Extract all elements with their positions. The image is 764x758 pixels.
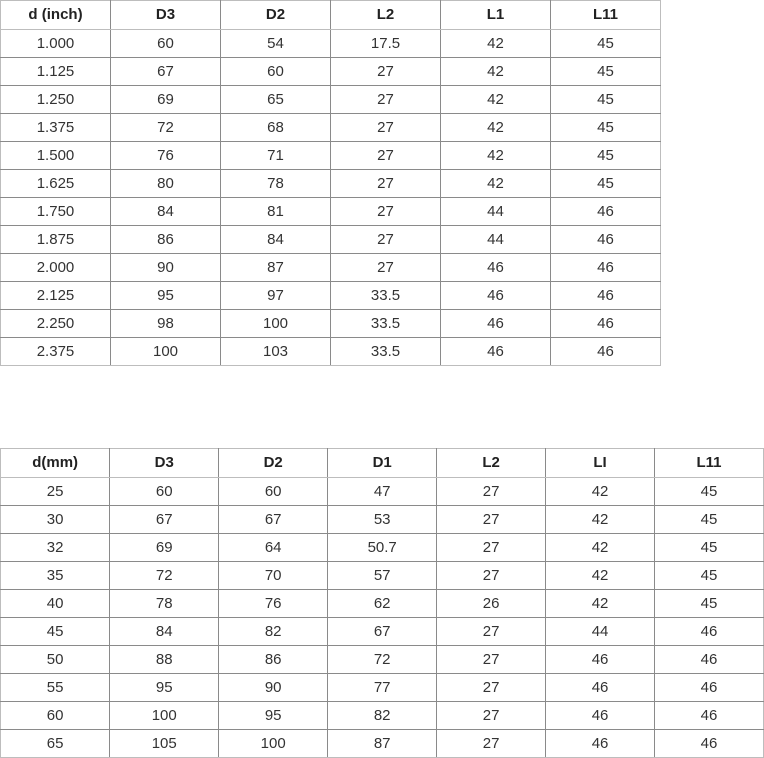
- table-cell: 42: [441, 170, 551, 198]
- table-cell: 100: [221, 310, 331, 338]
- table-cell: 53: [328, 506, 437, 534]
- table-cell: 27: [331, 58, 441, 86]
- table-cell: 45: [551, 30, 661, 58]
- table-row: [1, 30, 661, 58]
- table-row: [1, 170, 661, 198]
- table-cell: 45: [1, 618, 110, 646]
- table-cell: 65: [221, 86, 331, 114]
- table-cell: 46: [441, 310, 551, 338]
- table-cell: 27: [437, 478, 546, 506]
- table-cell: 42: [546, 562, 655, 590]
- table-row: [1, 86, 661, 114]
- table-cell: 1.000: [1, 30, 111, 58]
- column-header: L11: [551, 1, 661, 30]
- table-cell: 27: [437, 646, 546, 674]
- table-cell: 2.375: [1, 338, 111, 366]
- table-cell: 100: [111, 338, 221, 366]
- table-row: [1, 142, 661, 170]
- table-body: [1, 30, 661, 366]
- table-cell: 76: [219, 590, 328, 618]
- table-cell: 69: [111, 86, 221, 114]
- table-cell: 46: [551, 254, 661, 282]
- table-cell: 42: [441, 58, 551, 86]
- table-cell: 1.625: [1, 170, 111, 198]
- column-header: d (inch): [1, 1, 111, 30]
- table-cell: 45: [654, 534, 763, 562]
- table-cell: 27: [331, 170, 441, 198]
- table-row: [1, 226, 661, 254]
- table-cell: 1.125: [1, 58, 111, 86]
- table-row: [1, 114, 661, 142]
- table-cell: 87: [221, 254, 331, 282]
- table-cell: 82: [328, 702, 437, 730]
- table-cell: 72: [111, 114, 221, 142]
- table-cell: 2.250: [1, 310, 111, 338]
- table-cell: 50.7: [328, 534, 437, 562]
- table-cell: 46: [546, 730, 655, 758]
- table-cell: 46: [551, 282, 661, 310]
- table-cell: 42: [546, 478, 655, 506]
- table-cell: 60: [1, 702, 110, 730]
- table-row: [1, 702, 764, 730]
- table-cell: 67: [219, 506, 328, 534]
- table-cell: 88: [110, 646, 219, 674]
- table-cell: 46: [441, 282, 551, 310]
- table-cell: 1.875: [1, 226, 111, 254]
- table-cell: 95: [219, 702, 328, 730]
- table-row: [1, 534, 764, 562]
- table-row: [1, 646, 764, 674]
- table-row: [1, 478, 764, 506]
- table-cell: 72: [328, 646, 437, 674]
- table-cell: 90: [219, 674, 328, 702]
- table-cell: 32: [1, 534, 110, 562]
- table-cell: 42: [546, 590, 655, 618]
- table-cell: 27: [437, 562, 546, 590]
- table-cell: 100: [110, 702, 219, 730]
- column-header: d(mm): [1, 449, 110, 478]
- table-cell: 82: [219, 618, 328, 646]
- table-cell: 25: [1, 478, 110, 506]
- column-header: D2: [221, 1, 331, 30]
- column-header: D1: [328, 449, 437, 478]
- table-cell: 97: [221, 282, 331, 310]
- column-header: L2: [437, 449, 546, 478]
- column-header: D3: [111, 1, 221, 30]
- table-cell: 86: [219, 646, 328, 674]
- table-cell: 77: [328, 674, 437, 702]
- table-cell: 1.750: [1, 198, 111, 226]
- table-cell: 45: [551, 142, 661, 170]
- table-cell: 45: [654, 590, 763, 618]
- column-header: L2: [331, 1, 441, 30]
- table-cell: 42: [441, 30, 551, 58]
- table-cell: 62: [328, 590, 437, 618]
- table-cell: 42: [546, 534, 655, 562]
- table-cell: 1.375: [1, 114, 111, 142]
- table-cell: 78: [110, 590, 219, 618]
- table-cell: 27: [331, 142, 441, 170]
- table-cell: 46: [551, 338, 661, 366]
- table-cell: 27: [331, 198, 441, 226]
- table-cell: 81: [221, 198, 331, 226]
- table-cell: 69: [110, 534, 219, 562]
- table-cell: 46: [654, 674, 763, 702]
- table-cell: 60: [111, 30, 221, 58]
- table-cell: 60: [219, 478, 328, 506]
- table-cell: 46: [546, 674, 655, 702]
- column-header: L1: [441, 1, 551, 30]
- table-cell: 60: [110, 478, 219, 506]
- table-cell: 46: [441, 338, 551, 366]
- table-cell: 27: [437, 702, 546, 730]
- table-cell: 44: [441, 226, 551, 254]
- table-cell: 46: [551, 226, 661, 254]
- column-header: D2: [219, 449, 328, 478]
- table-row: [1, 618, 764, 646]
- table-cell: 45: [654, 562, 763, 590]
- table-cell: 105: [110, 730, 219, 758]
- table-cell: 27: [437, 506, 546, 534]
- table-cell: 50: [1, 646, 110, 674]
- table-cell: 64: [219, 534, 328, 562]
- table-cell: 103: [221, 338, 331, 366]
- table-cell: 55: [1, 674, 110, 702]
- table-cell: 42: [441, 142, 551, 170]
- table-cell: 46: [441, 254, 551, 282]
- table-header-row: [1, 449, 764, 478]
- table-cell: 71: [221, 142, 331, 170]
- table-cell: 84: [221, 226, 331, 254]
- table-cell: 35: [1, 562, 110, 590]
- table-cell: 84: [110, 618, 219, 646]
- table-cell: 40: [1, 590, 110, 618]
- table-body: [1, 478, 764, 758]
- table-cell: 27: [437, 730, 546, 758]
- table-cell: 27: [331, 86, 441, 114]
- table-cell: 46: [546, 646, 655, 674]
- table-cell: 27: [437, 674, 546, 702]
- table-cell: 46: [551, 198, 661, 226]
- table-cell: 67: [110, 506, 219, 534]
- table-cell: 76: [111, 142, 221, 170]
- table-cell: 46: [551, 310, 661, 338]
- table-cell: 46: [654, 730, 763, 758]
- table-cell: 46: [654, 646, 763, 674]
- table-cell: 17.5: [331, 30, 441, 58]
- table-cell: 60: [221, 58, 331, 86]
- table-cell: 46: [546, 702, 655, 730]
- table-cell: 27: [331, 254, 441, 282]
- table-cell: 67: [328, 618, 437, 646]
- table-cell: 90: [111, 254, 221, 282]
- table-row: [1, 254, 661, 282]
- table-cell: 45: [551, 114, 661, 142]
- table-cell: 70: [219, 562, 328, 590]
- table-cell: 100: [219, 730, 328, 758]
- table-cell: 26: [437, 590, 546, 618]
- table-row: [1, 282, 661, 310]
- table-cell: 27: [437, 534, 546, 562]
- table-cell: 27: [331, 114, 441, 142]
- table-cell: 54: [221, 30, 331, 58]
- column-header: LI: [546, 449, 655, 478]
- table-cell: 84: [111, 198, 221, 226]
- table-cell: 2.125: [1, 282, 111, 310]
- table-row: [1, 730, 764, 758]
- table-cell: 42: [441, 114, 551, 142]
- table-cell: 72: [110, 562, 219, 590]
- table-cell: 57: [328, 562, 437, 590]
- table-cell: 44: [546, 618, 655, 646]
- table-cell: 27: [331, 226, 441, 254]
- table-cell: 46: [654, 702, 763, 730]
- table-cell: 44: [441, 198, 551, 226]
- table-cell: 1.500: [1, 142, 111, 170]
- table-cell: 45: [551, 86, 661, 114]
- table-cell: 78: [221, 170, 331, 198]
- table-cell: 45: [551, 58, 661, 86]
- table-cell: 47: [328, 478, 437, 506]
- table-cell: 33.5: [331, 282, 441, 310]
- table-cell: 42: [441, 86, 551, 114]
- table-cell: 27: [437, 618, 546, 646]
- table-row: [1, 506, 764, 534]
- table-row: [1, 58, 661, 86]
- table-cell: 45: [551, 170, 661, 198]
- table-cell: 33.5: [331, 338, 441, 366]
- table-row: [1, 338, 661, 366]
- table-cell: 33.5: [331, 310, 441, 338]
- table-cell: 98: [111, 310, 221, 338]
- table-cell: 45: [654, 506, 763, 534]
- column-header: D3: [110, 449, 219, 478]
- table-cell: 95: [110, 674, 219, 702]
- table-cell: 95: [111, 282, 221, 310]
- column-header: L11: [654, 449, 763, 478]
- table-row: [1, 674, 764, 702]
- table-cell: 30: [1, 506, 110, 534]
- table-cell: 65: [1, 730, 110, 758]
- table-cell: 86: [111, 226, 221, 254]
- table-cell: 42: [546, 506, 655, 534]
- table-cell: 2.000: [1, 254, 111, 282]
- table-cell: 67: [111, 58, 221, 86]
- table-row: [1, 198, 661, 226]
- table-row: [1, 590, 764, 618]
- dimensions-table-mm: [0, 448, 764, 758]
- table-cell: 80: [111, 170, 221, 198]
- table-cell: 46: [654, 618, 763, 646]
- table-row: [1, 562, 764, 590]
- table-cell: 45: [654, 478, 763, 506]
- table-cell: 1.250: [1, 86, 111, 114]
- table-header-row: [1, 1, 661, 30]
- table-cell: 87: [328, 730, 437, 758]
- dimensions-table-inch: [0, 0, 661, 366]
- table-cell: 68: [221, 114, 331, 142]
- table-row: [1, 310, 661, 338]
